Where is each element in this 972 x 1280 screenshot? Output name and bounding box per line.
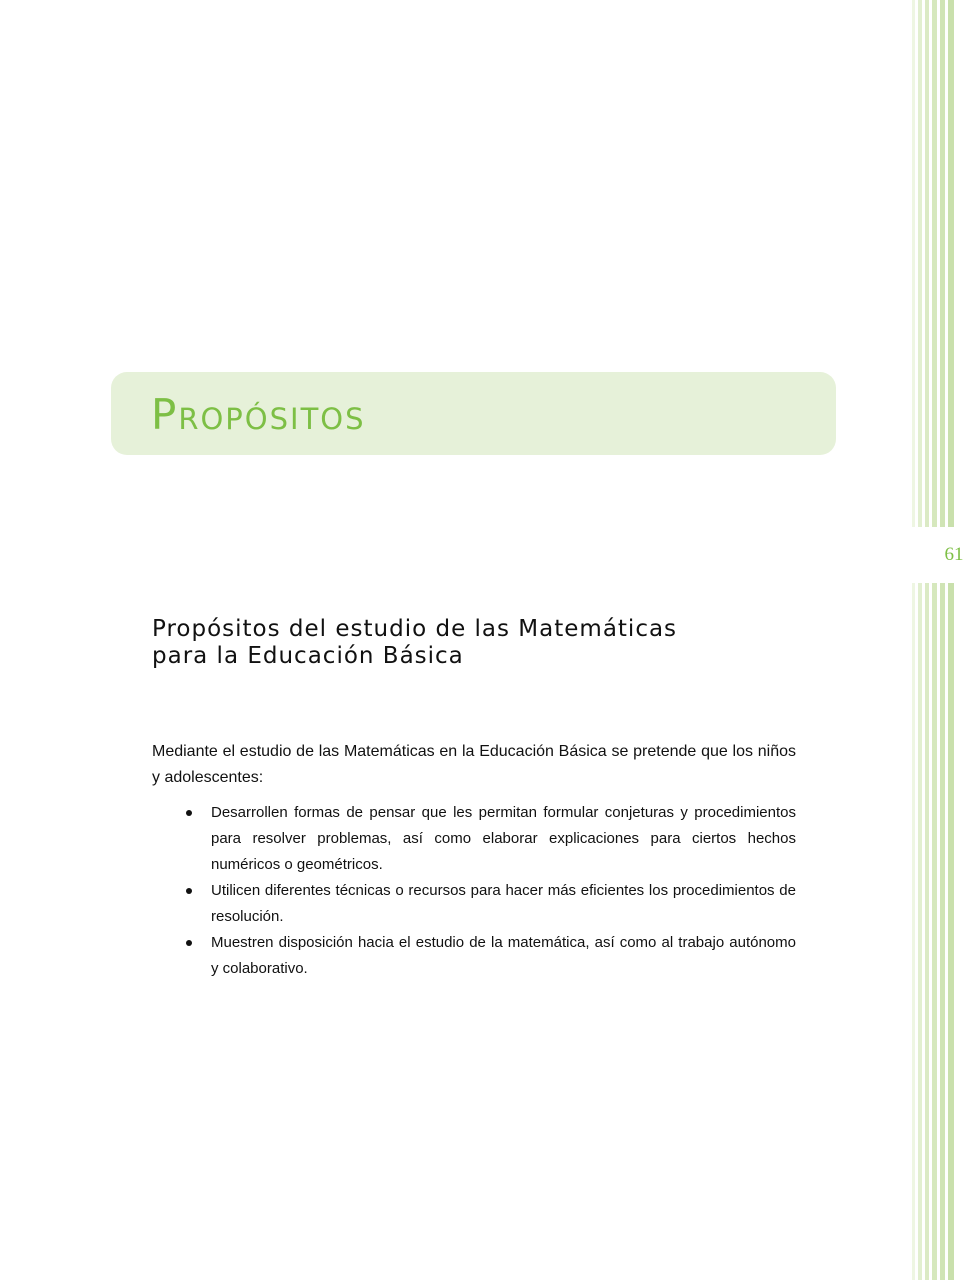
decorative-side-stripes bbox=[912, 0, 972, 1280]
stripe bbox=[948, 0, 954, 1280]
section-heading-line-2: para la Educación Básica bbox=[152, 643, 464, 669]
list-item-text: Utilicen diferentes técnicas o recursos para hacer más eficientes los procedimientos de resolución. bbox=[211, 882, 796, 925]
bullet-icon bbox=[186, 888, 192, 894]
list-item-text: Muestren disposición hacia el estudio de la matemática, así como al trabajo autónomo y colaborativo. bbox=[211, 934, 796, 977]
stripe bbox=[932, 0, 937, 1280]
bullet-icon bbox=[186, 810, 192, 816]
stripe bbox=[925, 0, 929, 1280]
list-item bbox=[152, 800, 796, 878]
stripe bbox=[912, 0, 915, 1280]
stripe bbox=[940, 0, 945, 1280]
list-item bbox=[152, 878, 796, 930]
purpose-list bbox=[152, 800, 796, 982]
intro-paragraph: Mediante el estudio de las Matemáticas en la Educación Básica se pretende que los niños y adolescentes: bbox=[152, 743, 796, 786]
bullet-icon bbox=[186, 940, 192, 946]
banner-title: Propósitos bbox=[151, 390, 366, 439]
page-number-box bbox=[912, 527, 972, 583]
section-heading-line-1: Propósitos del estudio de las Matemáticas bbox=[152, 616, 678, 642]
page-number: 61 bbox=[944, 544, 964, 565]
section-title-banner bbox=[111, 372, 836, 455]
stripe bbox=[918, 0, 922, 1280]
list-item-text: Desarrollen formas de pensar que les permitan formular conjeturas y procedimientos para resolver problemas, así como elaborar explicaciones para ciertos hechos numéricos o geométricos. bbox=[211, 804, 796, 873]
section-heading bbox=[152, 616, 772, 670]
list-item bbox=[152, 930, 796, 982]
